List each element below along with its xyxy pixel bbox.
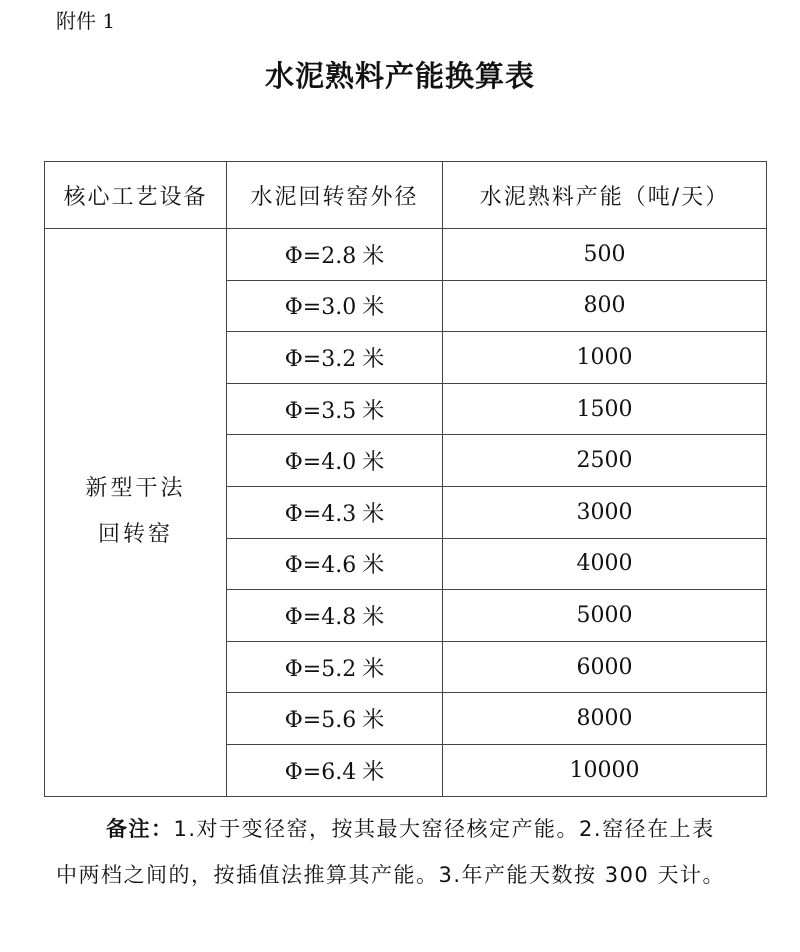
diameter-value: Φ=5.6 <box>284 708 357 734</box>
capacity-cell: 1500 <box>443 383 767 435</box>
header-equipment: 核心工艺设备 <box>45 162 227 229</box>
diameter-cell <box>227 486 443 538</box>
diameter-cell <box>227 744 443 796</box>
diameter-unit: 米 <box>362 656 385 682</box>
capacity-cell: 500 <box>443 229 767 281</box>
capacity-cell: 10000 <box>443 744 767 796</box>
diameter-unit: 米 <box>362 295 385 321</box>
diameter-value: Φ=6.4 <box>284 759 357 785</box>
diameter-unit: 米 <box>362 759 385 785</box>
capacity-cell: 6000 <box>443 641 767 693</box>
diameter-cell <box>227 332 443 384</box>
capacity-cell: 4000 <box>443 538 767 590</box>
diameter-cell <box>227 229 443 281</box>
diameter-cell <box>227 538 443 590</box>
diameter-unit: 米 <box>362 450 385 476</box>
capacity-cell: 1000 <box>443 332 767 384</box>
diameter-unit: 米 <box>362 501 385 527</box>
diameter-value: Φ=5.2 <box>284 656 357 682</box>
header-clinker-capacity: 水泥熟料产能（吨/天） <box>443 162 767 229</box>
page-title: 水泥熟料产能换算表 <box>264 59 535 93</box>
diameter-unit: 米 <box>362 708 385 734</box>
equipment-line-2: 回转窑 <box>97 522 173 548</box>
diameter-value: Φ=3.0 <box>284 295 357 321</box>
diameter-value: Φ=3.5 <box>284 398 357 424</box>
diameter-unit: 米 <box>362 604 385 630</box>
capacity-cell: 3000 <box>443 486 767 538</box>
header-kiln-diameter: 水泥回转窑外径 <box>227 162 443 229</box>
diameter-value: Φ=4.6 <box>284 553 357 579</box>
capacity-cell: 800 <box>443 280 767 332</box>
footnote-line-2: 中两档之间的，按插值法推算其产能。3.年产能天数按 300 天计。 <box>56 863 725 887</box>
capacity-cell: 2500 <box>443 435 767 487</box>
capacity-cell: 8000 <box>443 693 767 745</box>
table-header-row <box>45 162 767 229</box>
diameter-unit: 米 <box>362 398 385 424</box>
capacity-table <box>44 161 767 797</box>
footnote <box>56 806 796 898</box>
diameter-cell <box>227 693 443 745</box>
diameter-cell <box>227 641 443 693</box>
diameter-value: Φ=4.0 <box>284 450 357 476</box>
diameter-unit: 米 <box>362 553 385 579</box>
equipment-line-1: 新型干法 <box>85 476 186 502</box>
diameter-unit: 米 <box>362 346 385 372</box>
diameter-cell <box>227 383 443 435</box>
equipment-cell <box>45 229 227 797</box>
diameter-value: Φ=4.8 <box>284 604 357 630</box>
footnote-line-1 <box>56 806 796 852</box>
diameter-value: Φ=4.3 <box>284 501 357 527</box>
footnote-text-1: 1.对于变径窑，按其最大窑径核定产能。2.窑径在上表 <box>173 817 715 841</box>
footnote-label: 备注： <box>106 817 174 841</box>
table-body <box>45 229 767 797</box>
diameter-value: Φ=3.2 <box>284 346 357 372</box>
diameter-cell <box>227 280 443 332</box>
diameter-value: Φ=2.8 <box>284 243 357 269</box>
diameter-unit: 米 <box>362 243 385 269</box>
diameter-cell <box>227 590 443 642</box>
diameter-cell <box>227 435 443 487</box>
attachment-label: 附件 1 <box>56 9 116 33</box>
table-row <box>45 229 767 281</box>
capacity-cell: 5000 <box>443 590 767 642</box>
